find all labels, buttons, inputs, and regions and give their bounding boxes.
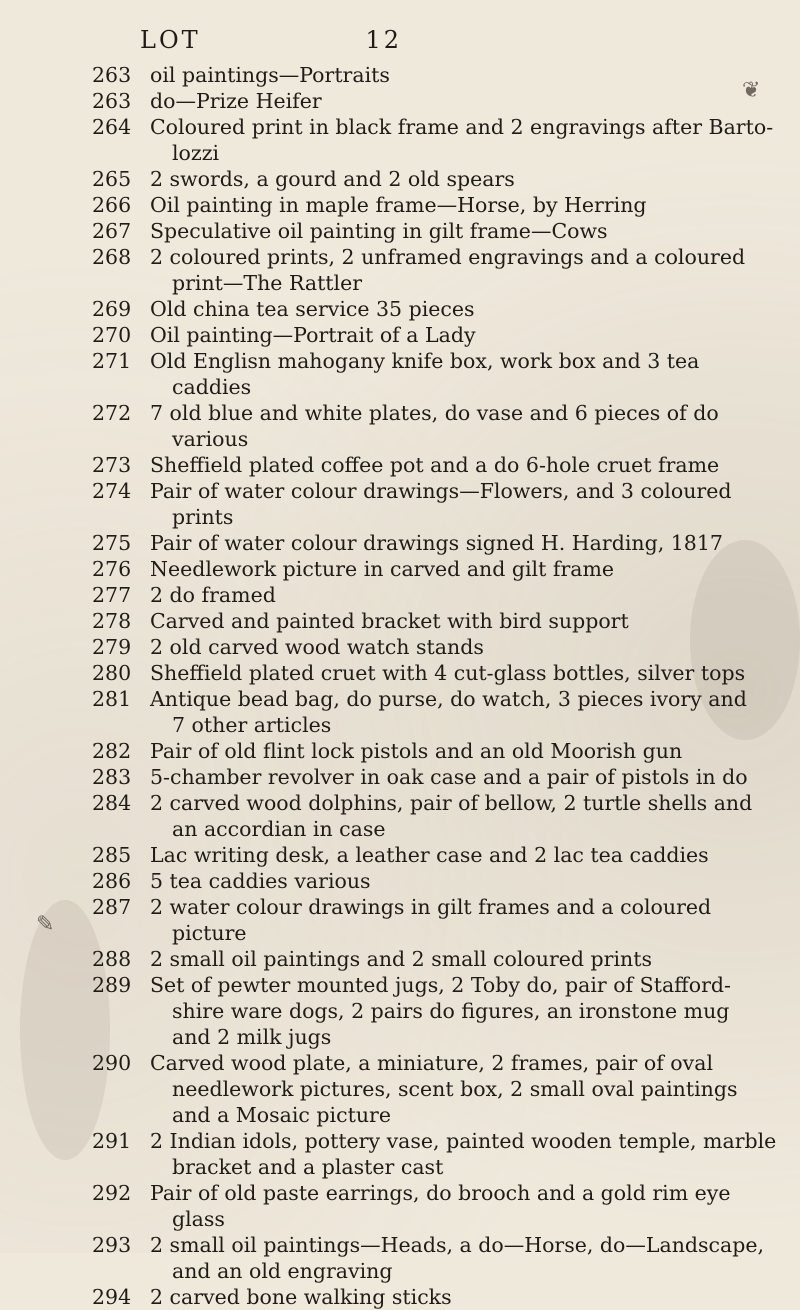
lot-description: 2 carved wood dolphins, pair of bellow, 2 turtle shells and — [150, 791, 753, 815]
lot-entry — [0, 1180, 800, 1232]
lot-entry — [0, 322, 800, 348]
lot-line — [0, 530, 800, 556]
lot-continuation-line — [0, 140, 800, 166]
lot-entry — [0, 114, 800, 166]
lot-description: needlework pictures, scent box, 2 small oval paintings — [172, 1077, 738, 1101]
lot-continuation-line — [0, 1206, 800, 1232]
lot-description: picture — [172, 921, 247, 945]
lot-description: and a Mosaic picture — [172, 1103, 391, 1127]
lot-number: 275 — [92, 531, 132, 555]
lot-line — [0, 1128, 800, 1154]
lot-line — [0, 842, 800, 868]
lot-description: Pair of old flint lock pistols and an old Moorish gun — [150, 739, 683, 763]
lot-number: 263 — [92, 89, 132, 113]
lot-line — [0, 764, 800, 790]
lot-number: 266 — [92, 193, 132, 217]
lot-description: Oil painting—Portrait of a Lady — [150, 323, 476, 347]
lot-number: 264 — [92, 115, 132, 139]
lot-line — [0, 166, 800, 192]
lot-description: 2 Indian idols, pottery vase, painted wooden temple, marble — [150, 1129, 777, 1153]
lot-entry — [0, 1284, 800, 1310]
lot-continuation-line — [0, 1154, 800, 1180]
lot-number: 273 — [92, 453, 132, 477]
lot-description: Sheffield plated cruet with 4 cut-glass bottles, silver tops — [150, 661, 746, 685]
lot-entry — [0, 452, 800, 478]
lot-number: 288 — [92, 947, 132, 971]
lot-line — [0, 244, 800, 270]
lot-description: 2 small oil paintings and 2 small coloured prints — [150, 947, 652, 971]
lot-description: Needlework picture in carved and gilt frame — [150, 557, 615, 581]
annotation-mark: ✎ — [36, 912, 55, 937]
lot-description: Speculative oil painting in gilt frame—Cows — [150, 219, 608, 243]
page-number: 12 — [365, 26, 402, 54]
lot-line — [0, 88, 800, 114]
lot-description: Pair of water colour drawings—Flowers, and 3 coloured — [150, 479, 732, 503]
lot-description: Coloured print in black frame and 2 engravings after Barto- — [150, 115, 774, 139]
lot-number: 294 — [92, 1285, 132, 1309]
lot-line — [0, 218, 800, 244]
lot-line — [0, 192, 800, 218]
lot-continuation-line — [0, 816, 800, 842]
lot-number: 268 — [92, 245, 132, 269]
lot-line — [0, 608, 800, 634]
lot-description: Pair of water colour drawings signed H. Harding, 1817 — [150, 531, 723, 555]
lot-continuation-line — [0, 998, 800, 1024]
lot-description: and an old engraving — [172, 1259, 393, 1283]
lot-description: various — [172, 427, 249, 451]
annotation-mark: ❦ — [742, 78, 761, 103]
lot-number: 265 — [92, 167, 132, 191]
lot-entry — [0, 166, 800, 192]
lot-description: lozzi — [172, 141, 220, 165]
lot-entry — [0, 972, 800, 1050]
lot-entry — [0, 556, 800, 582]
lot-continuation-line — [0, 1076, 800, 1102]
lot-number: 278 — [92, 609, 132, 633]
lot-entry — [0, 764, 800, 790]
lot-line — [0, 972, 800, 998]
lot-description: 2 small oil paintings—Heads, a do—Horse, do—Landscape, — [150, 1233, 765, 1257]
lot-description: 5-chamber revolver in oak case and a pair of pistols in do — [150, 765, 748, 789]
lot-number: 283 — [92, 765, 132, 789]
lot-description: caddies — [172, 375, 252, 399]
lot-description: Old Englisn mahogany knife box, work box and 3 tea — [150, 349, 700, 373]
lot-description: shire ware dogs, 2 pairs do figures, an ironstone mug — [172, 999, 730, 1023]
lot-description: Set of pewter mounted jugs, 2 Toby do, pair of Stafford- — [150, 973, 731, 997]
lot-number: 293 — [92, 1233, 132, 1257]
lot-entry — [0, 738, 800, 764]
lot-entry — [0, 686, 800, 738]
lot-description: prints — [172, 505, 234, 529]
lot-line — [0, 556, 800, 582]
lot-line — [0, 1180, 800, 1206]
lot-entry — [0, 790, 800, 842]
lot-entry — [0, 62, 800, 88]
lot-description: 2 water colour drawings in gilt frames and a coloured — [150, 895, 712, 919]
lot-continuation-line — [0, 1024, 800, 1050]
page-header — [130, 26, 710, 54]
lot-number: 280 — [92, 661, 132, 685]
lot-line — [0, 400, 800, 426]
lot-number: 279 — [92, 635, 132, 659]
lot-description: 2 carved bone walking sticks — [150, 1285, 452, 1309]
lot-list — [0, 62, 800, 1310]
lot-entry — [0, 1128, 800, 1180]
lot-number: 290 — [92, 1051, 132, 1075]
lot-line — [0, 1284, 800, 1310]
lot-description: Lac writing desk, a leather case and 2 lac tea caddies — [150, 843, 709, 867]
lot-number: 292 — [92, 1181, 132, 1205]
lot-entry — [0, 946, 800, 972]
lot-entry — [0, 894, 800, 946]
lot-description: Sheffield plated coffee pot and a do 6-hole cruet frame — [150, 453, 720, 477]
lot-entry — [0, 88, 800, 114]
lot-description: bracket and a plaster cast — [172, 1155, 444, 1179]
lot-description: glass — [172, 1207, 225, 1231]
lot-continuation-line — [0, 504, 800, 530]
lot-number: 271 — [92, 349, 132, 373]
lot-number: 272 — [92, 401, 132, 425]
lot-entry — [0, 218, 800, 244]
lot-line — [0, 1050, 800, 1076]
lot-number: 282 — [92, 739, 132, 763]
lot-description: 2 old carved wood watch stands — [150, 635, 484, 659]
lot-line — [0, 868, 800, 894]
lot-line — [0, 296, 800, 322]
lot-entry — [0, 1050, 800, 1128]
lot-line — [0, 686, 800, 712]
lot-number: 281 — [92, 687, 132, 711]
lot-label: LOT — [140, 26, 201, 54]
lot-number: 277 — [92, 583, 132, 607]
lot-entry — [0, 348, 800, 400]
lot-entry — [0, 478, 800, 530]
lot-line — [0, 62, 800, 88]
lot-continuation-line — [0, 1258, 800, 1284]
lot-description: Oil painting in maple frame—Horse, by Herring — [150, 193, 647, 217]
lot-continuation-line — [0, 920, 800, 946]
lot-entry — [0, 244, 800, 296]
lot-line — [0, 114, 800, 140]
lot-number: 269 — [92, 297, 132, 321]
lot-number: 274 — [92, 479, 132, 503]
lot-number: 291 — [92, 1129, 132, 1153]
lot-line — [0, 582, 800, 608]
lot-number: 287 — [92, 895, 132, 919]
lot-description: do—Prize Heifer — [150, 89, 322, 113]
lot-line — [0, 738, 800, 764]
lot-number: 286 — [92, 869, 132, 893]
lot-description: Carved wood plate, a miniature, 2 frames, pair of oval — [150, 1051, 714, 1075]
lot-line — [0, 348, 800, 374]
lot-description: Old china tea service 35 pieces — [150, 297, 475, 321]
lot-number: 289 — [92, 973, 132, 997]
lot-continuation-line — [0, 270, 800, 296]
lot-description: 2 do framed — [150, 583, 276, 607]
lot-entry — [0, 634, 800, 660]
lot-number: 270 — [92, 323, 132, 347]
lot-number: 284 — [92, 791, 132, 815]
lot-line — [0, 322, 800, 348]
lot-description: 2 swords, a gourd and 2 old spears — [150, 167, 515, 191]
lot-line — [0, 946, 800, 972]
lot-description: print—The Rattler — [172, 271, 363, 295]
lot-continuation-line — [0, 374, 800, 400]
lot-entry — [0, 868, 800, 894]
lot-continuation-line — [0, 712, 800, 738]
lot-entry — [0, 842, 800, 868]
lot-number: 285 — [92, 843, 132, 867]
lot-description: an accordian in case — [172, 817, 386, 841]
lot-number: 263 — [92, 63, 132, 87]
lot-line — [0, 660, 800, 686]
lot-description: Antique bead bag, do purse, do watch, 3 pieces ivory and — [150, 687, 747, 711]
lot-description: oil paintings—Portraits — [150, 63, 390, 87]
lot-description: Pair of old paste earrings, do brooch and a gold rim eye — [150, 1181, 731, 1205]
lot-entry — [0, 582, 800, 608]
lot-description: 5 tea caddies various — [150, 869, 371, 893]
lot-number: 267 — [92, 219, 132, 243]
lot-line — [0, 1232, 800, 1258]
lot-line — [0, 452, 800, 478]
lot-description: 2 coloured prints, 2 unframed engravings and a coloured — [150, 245, 746, 269]
lot-description: 7 old blue and white plates, do vase and 6 pieces of do — [150, 401, 719, 425]
lot-entry — [0, 1232, 800, 1284]
lot-line — [0, 790, 800, 816]
lot-description: 7 other articles — [172, 713, 332, 737]
lot-entry — [0, 608, 800, 634]
lot-entry — [0, 192, 800, 218]
lot-line — [0, 894, 800, 920]
lot-line — [0, 634, 800, 660]
lot-line — [0, 478, 800, 504]
lot-entry — [0, 296, 800, 322]
lot-number: 276 — [92, 557, 132, 581]
lot-description: and 2 milk jugs — [172, 1025, 332, 1049]
lot-description: Carved and painted bracket with bird support — [150, 609, 629, 633]
lot-entry — [0, 530, 800, 556]
lot-continuation-line — [0, 1102, 800, 1128]
lot-continuation-line — [0, 426, 800, 452]
lot-entry — [0, 400, 800, 452]
lot-entry — [0, 660, 800, 686]
